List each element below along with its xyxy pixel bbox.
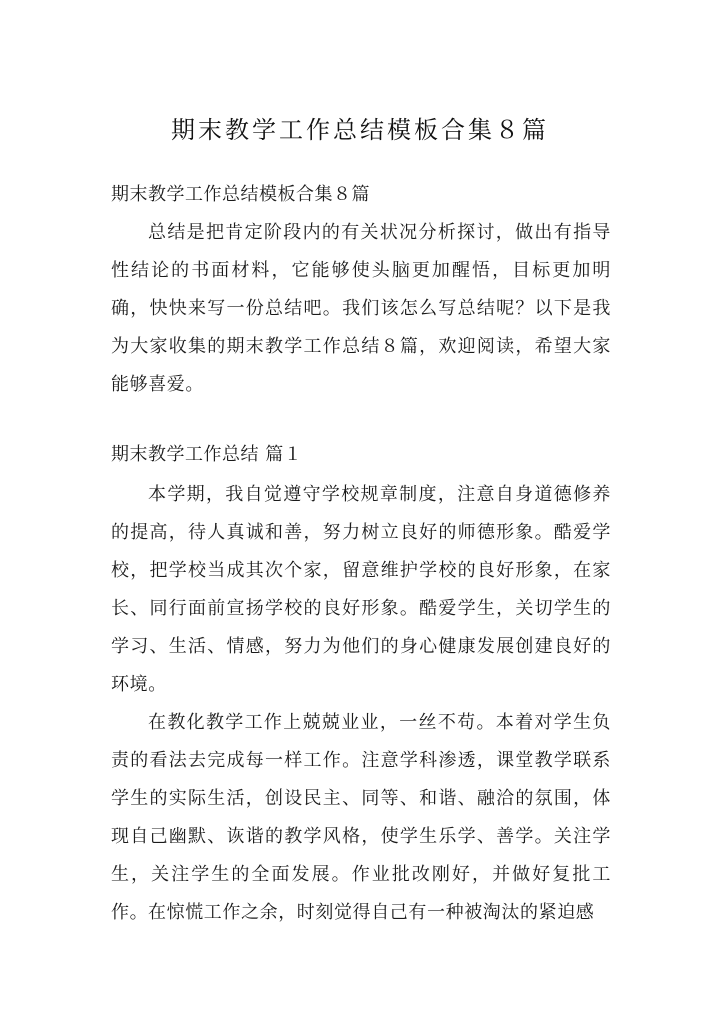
section1-paragraph-1: 本学期，我自觉遵守学校规章制度，注意自身道德修养的提高，待人真诚和善，努力树立良好的师德形象。酷爱学校，把学校当成其次个家，留意维护学校的良好形象，在家长、同行面前宣扬学校的良好形象。酷爱学生，关切学生的学习、生活、情感，努力为他们的身心健康发展创建良好的环境。	[111, 484, 611, 695]
document-title: 期末教学工作总结模板合集８篇	[171, 116, 549, 144]
section1-paragraph-2: 在教化教学工作上兢兢业业，一丝不苟。本着对学生负责的看法去完成每一样工作。注意学科渗透，课堂教学联系学生的实际生活，创设民主、同等、和谐、融洽的氛围，体现自己幽默、诙谐的教学风格，使学生乐学、善学。关注学生，关注学生的全面发展。作业批改刚好，并做好复批工作。	[111, 712, 611, 923]
section-heading-1: 期末教学工作总结 篇１	[111, 444, 303, 465]
document-subtitle: 期末教学工作总结模板合集８篇	[111, 184, 370, 205]
intro-paragraph: 总结是把肯定阶段内的有关状况分析探讨，做出有指导性结论的书面材料，它能够使头脑更加醒悟，目标更加明确，快快来写一份总结吧。我们该怎么写总结呢？以下是我为大家收集的期末教学工作总结８篇，欢迎阅读，希望大家能够喜爱。	[111, 222, 611, 395]
section1-paragraph-3: 在惊慌工作之余，时刻觉得自己有一种被淘汰的紧迫感	[148, 902, 595, 923]
